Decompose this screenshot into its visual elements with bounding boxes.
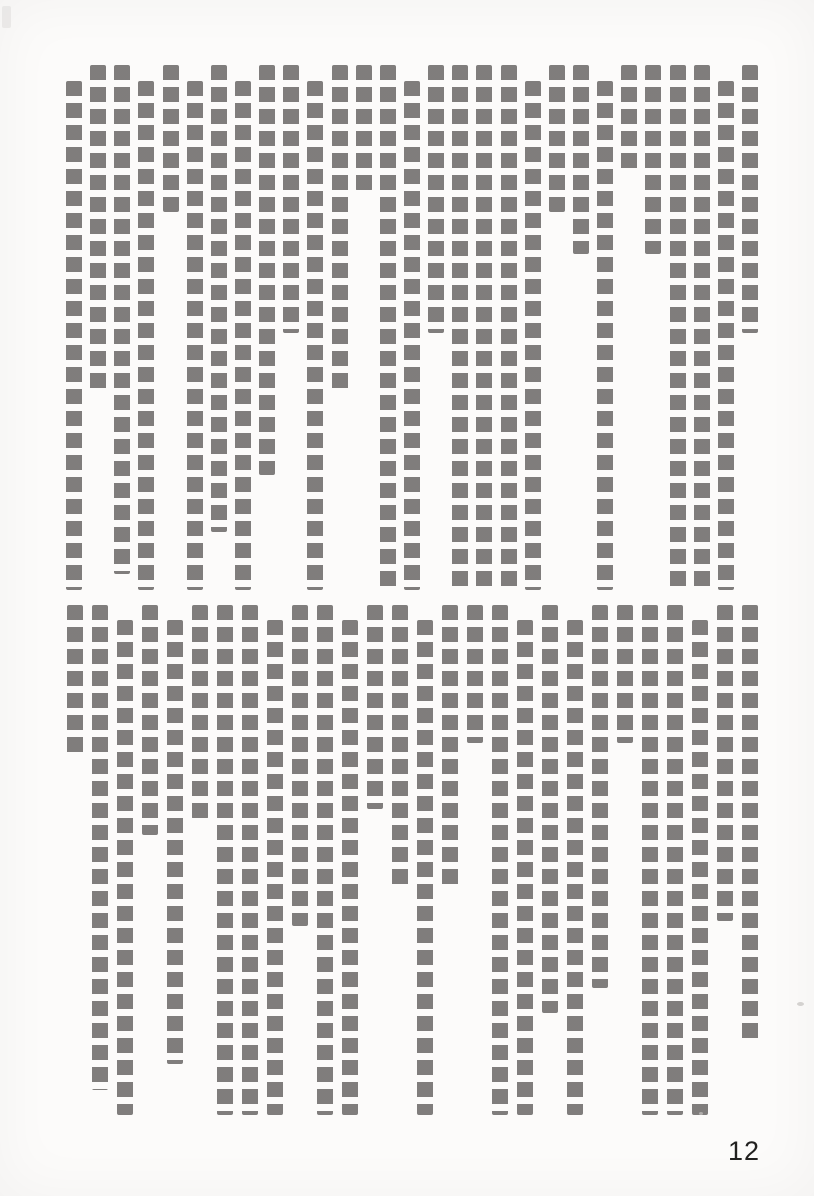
- text-column-redacted: [573, 65, 589, 254]
- text-column-redacted: [392, 605, 408, 886]
- text-column-redacted: [187, 81, 203, 590]
- text-column-redacted: [332, 65, 348, 391]
- text-column-redacted: [404, 81, 420, 590]
- text-column-redacted: [597, 81, 613, 590]
- text-column-redacted: [428, 65, 444, 333]
- text-column-redacted: [517, 620, 533, 1115]
- text-column-redacted: [670, 65, 686, 590]
- text-column-redacted: [501, 65, 517, 590]
- text-column-redacted: [235, 81, 251, 590]
- text-column-redacted: [692, 620, 708, 1115]
- text-column-redacted: [92, 605, 108, 1090]
- text-column-redacted: [142, 605, 158, 835]
- text-column-redacted: [617, 605, 633, 743]
- text-column-redacted: [67, 605, 83, 758]
- text-column-redacted: [267, 620, 283, 1115]
- text-column-redacted: [242, 605, 258, 1115]
- text-column-redacted: [380, 65, 396, 590]
- text-column-redacted: [90, 65, 106, 391]
- text-column-redacted: [525, 81, 541, 590]
- text-column-redacted: [567, 620, 583, 1115]
- page-number: 12: [728, 1136, 761, 1166]
- text-column-redacted: [292, 605, 308, 926]
- text-column-redacted: [642, 605, 658, 1115]
- text-column-redacted: [259, 65, 275, 475]
- text-column-redacted: [694, 65, 710, 590]
- text-column-redacted: [356, 65, 372, 191]
- text-column-redacted: [452, 65, 468, 590]
- text-column-redacted: [138, 81, 154, 590]
- text-column-redacted: [283, 65, 299, 333]
- text-column-redacted: [549, 65, 565, 212]
- text-column-redacted: [476, 65, 492, 590]
- text-column-redacted: [66, 81, 82, 590]
- text-column-redacted: [217, 605, 233, 1115]
- text-column-redacted: [621, 65, 637, 170]
- text-column-redacted: [742, 605, 758, 1044]
- upper-text-block: [62, 65, 762, 590]
- text-column-redacted: [192, 605, 208, 819]
- text-column-redacted: [718, 81, 734, 590]
- text-column-redacted: [542, 605, 558, 1013]
- text-column-redacted: [492, 605, 508, 1115]
- text-column-redacted: [467, 605, 483, 743]
- lower-text-block: [62, 605, 762, 1115]
- scan-speck: [2, 6, 11, 28]
- text-column-redacted: [667, 605, 683, 1115]
- text-column-redacted: [342, 620, 358, 1115]
- text-column-redacted: [317, 605, 333, 1115]
- text-column-redacted: [117, 620, 133, 1115]
- text-column-redacted: [367, 605, 383, 809]
- text-column-redacted: [645, 65, 661, 254]
- scan-speck: [699, 1112, 703, 1115]
- text-column-redacted: [307, 81, 323, 590]
- scan-speck: [797, 1002, 804, 1006]
- text-column-redacted: [442, 605, 458, 886]
- text-column-redacted: [167, 620, 183, 1064]
- text-column-redacted: [717, 605, 733, 921]
- text-column-redacted: [742, 65, 758, 333]
- text-column-redacted: [114, 65, 130, 574]
- text-column-redacted: [592, 605, 608, 988]
- text-column-redacted: [163, 65, 179, 212]
- text-column-redacted: [417, 620, 433, 1115]
- text-column-redacted: [211, 65, 227, 532]
